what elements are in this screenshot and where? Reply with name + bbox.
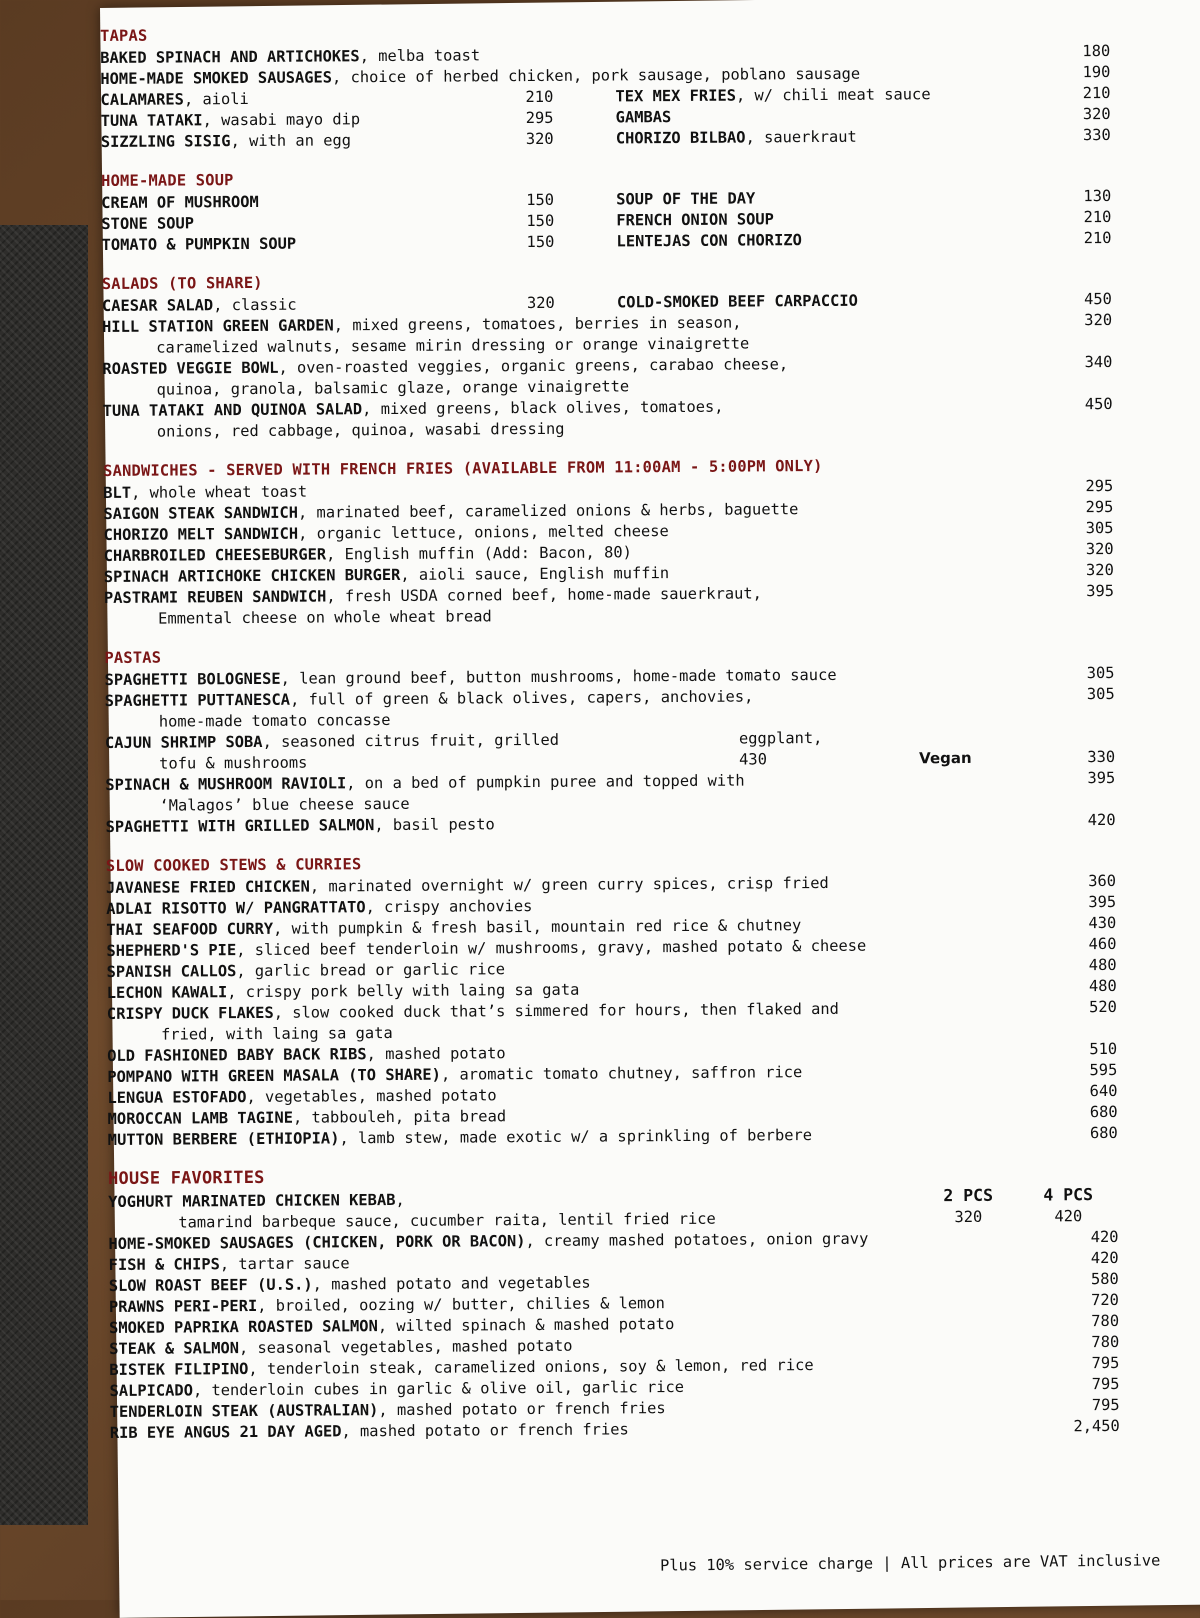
- item-price: 295: [526, 108, 596, 129]
- item-name: BISTEK FILIPINO: [109, 1360, 248, 1379]
- item-name: CREAM OF MUSHROOM: [101, 193, 259, 212]
- item-desc: , organic lettuce, onions, melted cheese: [298, 522, 669, 543]
- item-desc: , English muffin (Add: Bacon, 80): [326, 543, 632, 563]
- item-name: YOGHURT MARINATED CHICKEN KEBAB: [108, 1191, 395, 1211]
- item-name: SPAGHETTI BOLOGNESE: [105, 670, 281, 689]
- section-title-tapas: TAPAS: [100, 19, 1110, 47]
- item-desc: , fresh USDA corned beef, home-made sauerkraut,: [326, 584, 762, 605]
- item-price-4pcs: 420: [1018, 1206, 1118, 1228]
- item-desc: , seasonal vegetables, mashed potato: [239, 1337, 573, 1357]
- menu-item: [102, 310, 1112, 359]
- item-name: THAI SEAFOOD CURRY: [106, 920, 273, 939]
- item-name: HILL STATION GREEN GARDEN: [102, 316, 334, 336]
- item-desc: , wasabi mayo dip: [203, 110, 361, 129]
- item-name: OLD FASHIONED BABY BACK RIBS: [107, 1045, 367, 1065]
- item-desc-continued: tamarind barbeque sauce, cucumber raita, lentil fried rice: [108, 1207, 918, 1234]
- item-price: 640: [1041, 1081, 1117, 1103]
- item-price: 460: [1040, 934, 1116, 956]
- section-title-soup: HOME-MADE SOUP: [101, 164, 1111, 192]
- item-desc: , slow cooked duck that’s simmered for hours, then flaked and: [274, 1000, 839, 1022]
- item-price: 395: [1039, 768, 1115, 790]
- item-name: SALPICADO: [109, 1381, 193, 1400]
- item-price: 330: [1039, 747, 1115, 769]
- item-price: 780: [1043, 1311, 1119, 1333]
- item-price: 450: [1036, 289, 1112, 311]
- item-desc: , with an egg: [230, 131, 351, 150]
- menu-item: [107, 997, 1117, 1046]
- item-name: CAJUN SHRIMP SOBA: [105, 733, 263, 752]
- item-desc: , broiled, oozing w/ butter, chilies & lemon: [257, 1294, 665, 1315]
- item-desc-continued: tofu & mushrooms: [105, 750, 739, 775]
- item-price: 795: [1044, 1395, 1120, 1417]
- size-label-2pcs: 2 PCS: [918, 1185, 1018, 1207]
- item-name: SPAGHETTI PUTTANESCA: [105, 691, 290, 710]
- menu-item-chicken-kebab: [108, 1184, 1118, 1234]
- item-name: SAIGON STEAK SANDWICH: [103, 504, 298, 523]
- item-price: 795: [1043, 1353, 1119, 1375]
- menu-item: [102, 352, 1112, 401]
- item-name: POMPANO WITH GREEN MASALA (TO SHARE): [107, 1066, 441, 1086]
- item-name: SOUP OF THE DAY: [616, 189, 755, 208]
- item-desc: , whole wheat toast: [131, 483, 307, 502]
- item-price: 580: [1043, 1269, 1119, 1291]
- item-desc: , basil pesto: [374, 815, 495, 834]
- menu-item: [105, 768, 1115, 817]
- section-title-salads: SALADS (TO SHARE): [102, 267, 1112, 295]
- item-desc: , with pumpkin & fresh basil, mountain red rice & chutney: [273, 916, 801, 938]
- item-price: 320: [526, 129, 596, 150]
- item-name: TUNA TATAKI: [101, 111, 203, 130]
- item-desc-continued: Emmental cheese on whole wheat bread: [104, 602, 1038, 630]
- section-title-stews: SLOW COOKED STEWS & CURRIES: [106, 849, 1116, 877]
- item-desc: , creamy mashed potatoes, onion gravy: [525, 1230, 868, 1250]
- menu-content: [100, 19, 1120, 1462]
- item-name: STONE SOUP: [101, 214, 194, 233]
- item-price: 330: [1035, 125, 1111, 147]
- item-name: BAKED SPINACH AND ARTICHOKES: [100, 47, 360, 67]
- item-desc: , mashed potato or french fries: [341, 1420, 628, 1440]
- item-desc: , aioli: [184, 90, 249, 108]
- item-price: 320: [1038, 539, 1114, 561]
- item-desc: , crispy pork belly with laing sa gata: [227, 981, 579, 1001]
- item-name: PRAWNS PERI-PERI: [109, 1297, 257, 1316]
- item-price: 210: [1035, 228, 1111, 250]
- item-desc: , mashed potato and vegetables: [313, 1274, 591, 1294]
- item-price: 480: [1041, 955, 1117, 977]
- item-price-alt: 430: [739, 748, 919, 770]
- menu-item: [104, 581, 1114, 630]
- item-price: 680: [1042, 1123, 1118, 1145]
- item-desc-continued: onions, red cabbage, quinoa, wasabi dressing: [103, 415, 1037, 443]
- item-name: SPAGHETTI WITH GRILLED SALMON: [106, 816, 375, 836]
- item-desc: , mixed greens, black olives, tomatoes,: [362, 398, 723, 419]
- item-name: CHORIZO MELT SANDWICH: [103, 525, 298, 544]
- item-desc: , mixed greens, tomatoes, berries in season,: [334, 314, 742, 335]
- section-sandwiches: [103, 454, 1114, 630]
- section-title-sandwiches: SANDWICHES - SERVED WITH FRENCH FRIES (AVAILABLE FROM 11:00AM - 5:00PM ONLY): [103, 454, 1113, 482]
- section-pastas: [104, 641, 1115, 838]
- item-name: RIB EYE ANGUS 21 DAY AGED: [110, 1422, 342, 1442]
- item-price: 150: [526, 211, 596, 232]
- item-name: STEAK & SALMON: [109, 1339, 239, 1358]
- item-name: ADLAI RISOTTO W/ PANGRATTATO: [106, 898, 366, 918]
- item-desc: , melba toast: [360, 46, 481, 65]
- item-desc: , tenderloin steak, caramelized onions, soy & lemon, red rice: [248, 1356, 813, 1378]
- section-house-favorites: [108, 1162, 1120, 1444]
- item-price: 320: [1035, 104, 1111, 126]
- size-label-4pcs: 4 PCS: [1018, 1184, 1118, 1206]
- item-name: JAVANESE FRIED CHICKEN: [106, 878, 310, 897]
- item-price: 340: [1036, 352, 1112, 374]
- item-price: 150: [526, 190, 596, 211]
- item-desc: , classic: [213, 296, 297, 315]
- item-price: 320: [1036, 310, 1112, 332]
- item-desc: , seasoned citrus fruit, grilled: [262, 731, 559, 751]
- item-desc: , tartar sauce: [220, 1254, 350, 1273]
- item-price: 210: [525, 87, 595, 108]
- item-name: LENGUA ESTOFADO: [107, 1088, 246, 1107]
- placemat: [0, 225, 88, 1525]
- item-name: BLT: [103, 484, 131, 502]
- item-name: ROASTED VEGGIE BOWL: [102, 359, 278, 378]
- item-name: SPANISH CALLOS: [107, 962, 237, 981]
- item-name: CALAMARES: [100, 90, 184, 109]
- item-name: SIZZLING SISIG: [101, 132, 231, 151]
- item-name: LECHON KAWALI: [107, 983, 228, 1002]
- item-desc-continued: caramelized walnuts, sesame mirin dressing or orange vinaigrette: [102, 331, 1036, 359]
- item-price: 320: [1038, 560, 1114, 582]
- item-desc: , marinated beef, caramelized onions & herbs, baguette: [298, 500, 798, 521]
- item-name: CHARBROILED CHEESEBURGER: [104, 545, 327, 565]
- item-price: 420: [1039, 810, 1115, 832]
- item-desc: , lamb stew, made exotic w/ a sprinkling of berbere: [339, 1126, 812, 1147]
- item-price: 480: [1041, 976, 1117, 998]
- item-price: 430: [1040, 913, 1116, 935]
- item-desc: , crispy anchovies: [366, 897, 533, 916]
- item-price: 780: [1043, 1332, 1119, 1354]
- item-desc: , mashed potato or french fries: [378, 1399, 665, 1419]
- item-price-2pcs: 320: [918, 1207, 1018, 1229]
- item-desc: , marinated overnight w/ green curry spices, crisp fried: [310, 874, 829, 896]
- item-desc: , sauerkraut: [745, 128, 856, 147]
- menu-item: [103, 394, 1113, 443]
- item-name: SLOW ROAST BEEF (U.S.): [109, 1276, 313, 1295]
- item-price: 320: [527, 293, 597, 314]
- section-tapas: [100, 19, 1111, 153]
- item-name: FISH & CHIPS: [109, 1255, 220, 1274]
- item-name: COLD-SMOKED BEEF CARPACCIO: [617, 292, 858, 312]
- item-price: 190: [1034, 62, 1110, 84]
- item-price: 510: [1041, 1039, 1117, 1061]
- item-price: 305: [1039, 684, 1115, 706]
- item-price: 295: [1037, 476, 1113, 498]
- item-name: HOME-SMOKED SAUSAGES (CHICKEN, PORK OR BACON): [108, 1232, 525, 1253]
- item-name: CRISPY DUCK FLAKES: [107, 1004, 274, 1023]
- item-name: FRENCH ONION SOUP: [616, 210, 774, 229]
- item-name: GAMBAS: [616, 108, 672, 126]
- item-name: PASTRAMI REUBEN SANDWICH: [104, 587, 327, 607]
- item-desc: , aioli sauce, English muffin: [400, 564, 669, 584]
- item-price: 520: [1041, 997, 1117, 1019]
- item-desc: , lean ground beef, button mushrooms, home-made tomato sauce: [281, 666, 837, 688]
- item-price: 210: [1034, 83, 1110, 105]
- item-desc: , wilted spinach & mashed potato: [378, 1315, 675, 1335]
- vegan-tag: Vegan: [919, 747, 1039, 769]
- item-desc: , on a bed of pumpkin puree and topped with: [346, 772, 745, 793]
- item-price: 305: [1037, 518, 1113, 540]
- item-price: 210: [1035, 207, 1111, 229]
- item-desc-continued: ‘Malagos’ blue cheese sauce: [105, 789, 1039, 817]
- item-price: 130: [1035, 186, 1111, 208]
- menu-item-cajun-shrimp-soba: [105, 726, 1115, 775]
- item-desc: , aromatic tomato chutney, saffron rice: [441, 1063, 802, 1084]
- item-name: TEX MEX FRIES: [615, 87, 736, 106]
- item-price: 295: [1037, 497, 1113, 519]
- item-name: MUTTON BERBERE (ETHIOPIA): [108, 1129, 340, 1149]
- item-name: CHORIZO BILBAO: [616, 128, 746, 147]
- item-desc: , mashed potato: [367, 1044, 506, 1063]
- item-name: MOROCCAN LAMB TAGINE: [108, 1109, 293, 1128]
- section-salads: [102, 267, 1113, 443]
- item-name: HOME-MADE SMOKED SAUSAGES: [100, 68, 332, 88]
- item-desc-continued: home-made tomato concasse: [105, 705, 1039, 733]
- item-desc: , tenderloin cubes in garlic & olive oil, garlic rice: [193, 1378, 684, 1399]
- item-price: 680: [1042, 1102, 1118, 1124]
- item-desc: , sliced beef tenderloin w/ mushrooms, gravy, mashed potato & cheese: [236, 937, 866, 959]
- menu-item: [105, 684, 1115, 733]
- item-price: 720: [1043, 1290, 1119, 1312]
- item-name: TOMATO & PUMPKIN SOUP: [101, 235, 296, 254]
- item-desc-continued: fried, with laing sa gata: [107, 1018, 1041, 1046]
- footer-note: Plus 10% service charge | All prices are VAT inclusive: [660, 1551, 1161, 1574]
- item-price: 360: [1040, 871, 1116, 893]
- item-price: 150: [526, 232, 596, 253]
- item-name: SHEPHERD'S PIE: [106, 941, 236, 960]
- section-stews: [106, 849, 1118, 1151]
- section-title-pastas: PASTAS: [104, 641, 1114, 669]
- item-desc-part: eggplant,: [739, 727, 919, 749]
- item-price: 420: [1042, 1227, 1118, 1249]
- item-desc: ,: [395, 1191, 404, 1209]
- item-desc: , choice of herbed chicken, pork sausage, poblano sausage: [332, 65, 860, 87]
- item-name: TUNA TATAKI AND QUINOA SALAD: [103, 400, 363, 420]
- item-name: TENDERLOIN STEAK (AUSTRALIAN): [110, 1401, 379, 1421]
- item-desc: , oven-roasted veggies, organic greens, carabao cheese,: [278, 355, 788, 377]
- item-price: 395: [1040, 892, 1116, 914]
- item-price: 2,450: [1044, 1416, 1120, 1438]
- item-desc-continued: quinoa, granola, balsamic glaze, orange vinaigrette: [102, 373, 1036, 401]
- item-desc: , w/ chili meat sauce: [736, 85, 931, 104]
- item-name: SMOKED PAPRIKA ROASTED SALMON: [109, 1317, 378, 1337]
- item-name: SPINACH & MUSHROOM RAVIOLI: [105, 774, 346, 794]
- item-price: 305: [1038, 663, 1114, 685]
- item-price: 795: [1043, 1374, 1119, 1396]
- item-price: 595: [1041, 1060, 1117, 1082]
- item-price: 395: [1038, 581, 1114, 603]
- item-price: 450: [1037, 394, 1113, 416]
- item-desc: , vegetables, mashed potato: [246, 1086, 496, 1106]
- item-price: 180: [1034, 41, 1110, 63]
- item-name: CAESAR SALAD: [102, 296, 213, 315]
- section-soup: [101, 164, 1112, 256]
- item-name: SPINACH ARTICHOKE CHICKEN BURGER: [104, 566, 401, 586]
- item-name: LENTEJAS CON CHORIZO: [616, 231, 801, 250]
- section-title-house-favorites: HOUSE FAVORITES: [108, 1162, 1118, 1190]
- item-desc: , tabbouleh, pita bread: [293, 1107, 506, 1126]
- item-desc: , garlic bread or garlic rice: [236, 960, 505, 980]
- item-price: 420: [1043, 1248, 1119, 1270]
- item-desc: , full of green & black olives, capers, anchovies,: [290, 687, 753, 708]
